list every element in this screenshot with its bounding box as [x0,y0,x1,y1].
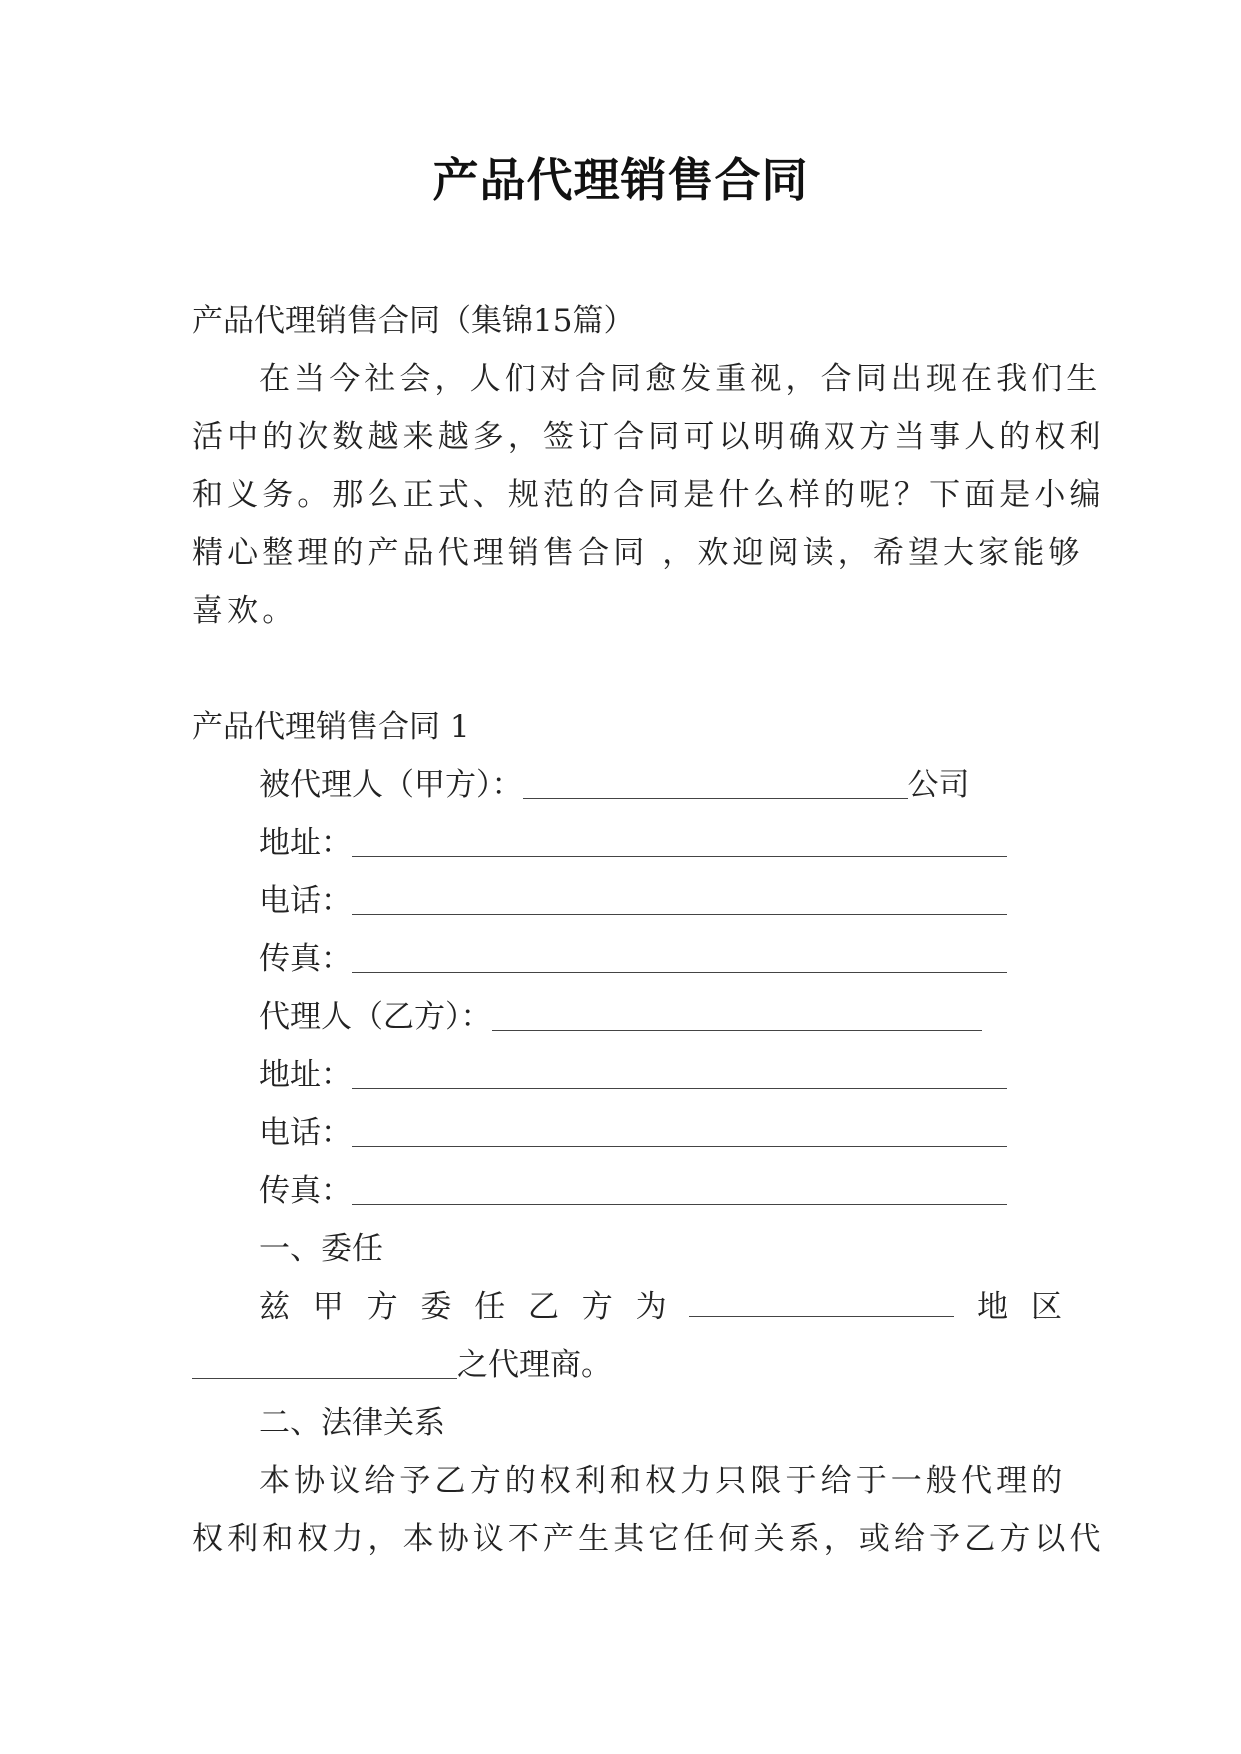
party-a-fax-label: 传真： [259,941,352,977]
party-b-phone-label: 电话： [259,1115,352,1151]
section1-char: 委 [420,1289,452,1325]
party-a-fax-blank[interactable] [352,936,1007,973]
section1-char: 方 [366,1289,398,1325]
party-a-phone-blank[interactable] [352,878,1007,915]
section1-char: 甲 [312,1289,344,1325]
section1-char: 方 [581,1289,613,1325]
paragraph-gap [192,640,1062,698]
party-b-row [192,988,1062,1046]
party-b-phone-row [192,1104,1062,1162]
section1-char: 地 [977,1289,1009,1325]
party-a-address-blank[interactable] [352,820,1007,857]
section2-line-1: 本协议给予乙方的权利和权力只限于给于一般代理的 [259,1463,1067,1499]
section2-line-2: 权利和权力，本协议不产生其它任何关系，或给予乙方以代 [192,1521,1105,1557]
party-b-address-blank[interactable] [352,1052,1007,1089]
party-b-fax-blank[interactable] [352,1168,1007,1205]
party-b-address-row [192,1046,1062,1104]
section1-char: 乙 [527,1289,559,1325]
region-blank[interactable] [689,1280,954,1317]
party-b-name-blank[interactable] [492,994,982,1031]
intro-line-5: 喜欢。 [192,593,298,629]
section1-char: 区 [1030,1289,1062,1325]
party-a-label: 被代理人（甲方）： [259,767,523,803]
section1-char: 为 [635,1289,667,1325]
party-b-address-label: 地址： [259,1057,352,1093]
party-b-fax-label: 传真： [259,1173,352,1209]
intro-line-2: 活中的次数越来越多，签订合同可以明确双方当事人的权利 [192,419,1105,455]
party-b-phone-blank[interactable] [352,1110,1007,1147]
party-a-fax-row [192,930,1062,988]
contract-heading: 产品代理销售合同 1 [192,709,470,745]
party-b-label: 代理人（乙方）： [259,999,492,1035]
party-a-phone-row [192,872,1062,930]
section1-line-1 [192,1278,1062,1336]
section1-char: 任 [474,1289,506,1325]
section1-line-2 [192,1336,1062,1394]
party-b-fax-row [192,1162,1062,1220]
intro-line-1: 在当今社会，人们对合同愈发重视，合同出现在我们生 [259,361,1102,397]
intro-line-3: 和义务。那么正式、规范的合同是什么样的呢？下面是小编 [192,477,1105,513]
party-a-suffix: 公司 [907,767,970,803]
section2-heading: 二、法律关系 [259,1405,445,1441]
party-a-address-row [192,814,1062,872]
section1-heading: 一、委任 [259,1231,383,1267]
document-title: 产品代理销售合同 [432,153,809,207]
document-subtitle: 产品代理销售合同（集锦15篇） [192,303,635,339]
agent-region-blank[interactable] [192,1342,457,1379]
party-a-phone-label: 电话： [259,883,352,919]
intro-line-4: 精心整理的产品代理销售合同 ，欢迎阅读，希望大家能够 [192,535,1084,571]
party-a-row [192,756,1062,814]
section1-line2-tail: 之代理商。 [457,1347,612,1383]
party-a-address-label: 地址： [259,825,352,861]
section1-char: 兹 [259,1289,290,1325]
party-a-name-blank[interactable] [523,762,908,799]
document-body [192,292,1105,1568]
